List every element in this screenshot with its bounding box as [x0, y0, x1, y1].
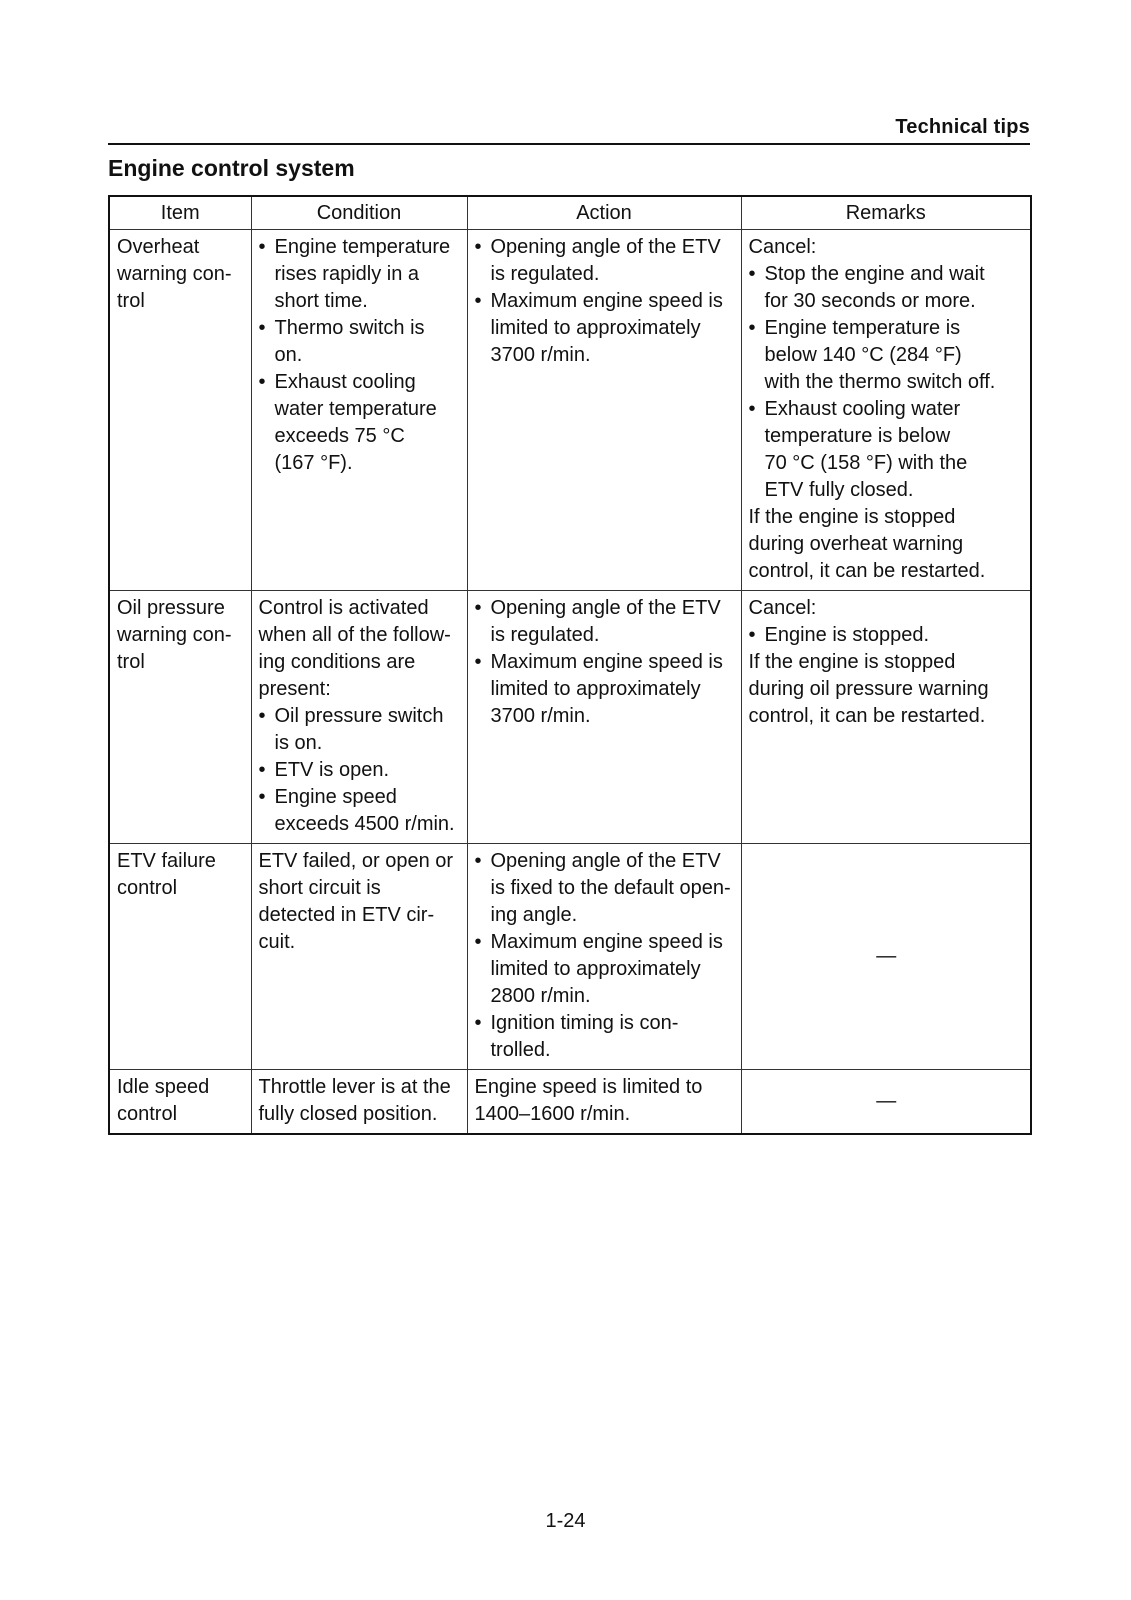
condition-text-line: Control is activated [258, 597, 429, 619]
engine-control-table [108, 195, 1032, 1135]
remarks-cell [741, 1070, 1031, 1135]
bullet-text-line: (167 °F). [274, 452, 353, 474]
bullet-text-line: • Maximum engine speed is [490, 651, 723, 673]
remarks-text-line: during oil pressure warning [748, 678, 989, 700]
condition-text-line: cuit. [258, 931, 296, 953]
item-text-line: control [117, 877, 178, 899]
bullet-text-line: exceeds 75 °C [274, 425, 405, 447]
bullet-text-line: • Ignition timing is con- [490, 1012, 679, 1034]
condition-text-line: when all of the follow- [258, 624, 451, 646]
section-header: Technical tips [895, 116, 1030, 138]
item-cell [109, 591, 251, 844]
header-rule [108, 143, 1030, 145]
bullet-list [749, 622, 1025, 649]
condition-text-line: present: [258, 678, 331, 700]
bullet-text-line: • Exhaust cooling [274, 371, 416, 393]
remarks-text-line: Cancel: [748, 236, 817, 258]
bullet-item [259, 757, 461, 784]
item-text-line: Oil pressure [117, 597, 225, 619]
bullet-text-line: • Oil pressure switch [274, 705, 444, 727]
condition-cell [251, 230, 467, 591]
bullet-text-line: 2800 r/min. [490, 985, 591, 1007]
bullet-text-line: trolled. [490, 1039, 551, 1061]
remarks-dash: — [876, 1089, 897, 1112]
bullet-item [749, 261, 1025, 315]
remarks-text-line: control, it can be restarted. [748, 560, 986, 582]
bullet-text-line: is regulated. [490, 263, 600, 285]
action-text-line: Engine speed is limited to [474, 1076, 703, 1098]
table-row [109, 1070, 1031, 1135]
action-cell [467, 591, 741, 844]
page-number: 1-24 [545, 1510, 586, 1532]
item-text-line: trol [117, 290, 145, 312]
item-text-line: Overheat [117, 236, 200, 258]
bullet-text-line: ing angle. [490, 904, 578, 926]
bullet-item [749, 622, 1025, 649]
bullet-text-line: 3700 r/min. [490, 344, 591, 366]
bullet-text-line: limited to approximately [490, 317, 701, 339]
remarks-cell [741, 844, 1031, 1070]
remarks-text-line: If the engine is stopped [748, 506, 956, 528]
bullet-text-line: below 140 °C (284 °F) [764, 344, 962, 366]
bullet-item [749, 396, 1025, 504]
remarks-text-line: If the engine is stopped [748, 651, 956, 673]
bullet-text-line: 3700 r/min. [490, 705, 591, 727]
condition-text-line: short circuit is [258, 877, 381, 899]
bullet-text-line: • Exhaust cooling water [764, 398, 961, 420]
bullet-item [259, 234, 461, 315]
bullet-list [475, 234, 735, 369]
condition-text-line: fully closed position. [258, 1103, 438, 1125]
condition-text-line: ETV failed, or open or [258, 850, 454, 872]
bullet-item [749, 315, 1025, 396]
bullet-text-line: short time. [274, 290, 368, 312]
bullet-text-line: • Engine speed [274, 786, 397, 808]
bullet-item [259, 315, 461, 369]
column-header: Item [109, 196, 251, 230]
condition-cell [251, 1070, 467, 1135]
bullet-text-line: • Opening angle of the ETV [490, 597, 721, 619]
bullet-text-line: exceeds 4500 r/min. [274, 813, 455, 835]
bullet-text-line: limited to approximately [490, 678, 701, 700]
bullet-text-line: • ETV is open. [274, 759, 390, 781]
item-text-line: trol [117, 651, 145, 673]
column-header: Action [467, 196, 741, 230]
bullet-list [475, 848, 735, 1064]
item-text-line: warning con- [117, 263, 232, 285]
condition-cell [251, 844, 467, 1070]
condition-text-line: detected in ETV cir- [258, 904, 435, 926]
bullet-item [475, 1010, 735, 1064]
condition-cell [251, 591, 467, 844]
bullet-text-line: temperature is below [764, 425, 951, 447]
item-text-line: ETV failure [117, 850, 216, 872]
bullet-item [475, 595, 735, 649]
bullet-text-line: for 30 seconds or more. [764, 290, 976, 312]
item-text-line: warning con- [117, 624, 232, 646]
bullet-text-line: is regulated. [490, 624, 600, 646]
remarks-dash: — [876, 944, 897, 967]
bullet-text-line: • Engine temperature [274, 236, 451, 258]
table-row [109, 230, 1031, 591]
remarks-text-line: during overheat warning [748, 533, 964, 555]
condition-text-line: ing conditions are [258, 651, 416, 673]
bullet-list [475, 595, 735, 730]
bullet-item [475, 848, 735, 929]
action-text-line: 1400–1600 r/min. [474, 1103, 631, 1125]
remarks-cell [741, 230, 1031, 591]
condition-text-line: Throttle lever is at the [258, 1076, 451, 1098]
bullet-list [749, 261, 1025, 504]
table-row [109, 591, 1031, 844]
bullet-item [259, 369, 461, 477]
bullet-list [259, 234, 461, 477]
remarks-text-line: control, it can be restarted. [748, 705, 986, 727]
page-title: Engine control system [108, 155, 355, 181]
bullet-text-line: • Maximum engine speed is [490, 290, 723, 312]
bullet-text-line: 70 °C (158 °F) with the [764, 452, 968, 474]
bullet-item [475, 649, 735, 730]
bullet-text-line: is fixed to the default open- [490, 877, 731, 899]
table-body [109, 230, 1031, 1135]
remarks-text-line: Cancel: [748, 597, 817, 619]
action-cell [467, 230, 741, 591]
bullet-text-line: • Opening angle of the ETV [490, 850, 721, 872]
table-header-row [109, 196, 1031, 230]
table-row [109, 844, 1031, 1070]
bullet-text-line: is on. [274, 732, 323, 754]
bullet-text-line: limited to approximately [490, 958, 701, 980]
bullet-item [259, 703, 461, 757]
bullet-text-line: • Stop the engine and wait [764, 263, 985, 285]
item-text-line: Idle speed [117, 1076, 210, 1098]
bullet-text-line: • Engine temperature is [764, 317, 961, 339]
bullet-item [259, 784, 461, 838]
item-text-line: control [117, 1103, 178, 1125]
bullet-text-line: • Maximum engine speed is [490, 931, 723, 953]
bullet-text-line: ETV fully closed. [764, 479, 914, 501]
column-header: Condition [251, 196, 467, 230]
item-cell [109, 844, 251, 1070]
bullet-text-line: on. [274, 344, 303, 366]
bullet-text-line: • Thermo switch is [274, 317, 425, 339]
bullet-item [475, 929, 735, 1010]
bullet-list [259, 703, 461, 838]
bullet-item [475, 288, 735, 369]
item-cell [109, 1070, 251, 1135]
action-cell [467, 1070, 741, 1135]
action-cell [467, 844, 741, 1070]
remarks-cell [741, 591, 1031, 844]
bullet-text-line: • Engine is stopped. [764, 624, 930, 646]
bullet-item [475, 234, 735, 288]
bullet-text-line: • Opening angle of the ETV [490, 236, 721, 258]
bullet-text-line: water temperature [274, 398, 437, 420]
bullet-text-line: with the thermo switch off. [764, 371, 996, 393]
bullet-text-line: rises rapidly in a [274, 263, 420, 285]
column-header: Remarks [741, 196, 1031, 230]
item-cell [109, 230, 251, 591]
